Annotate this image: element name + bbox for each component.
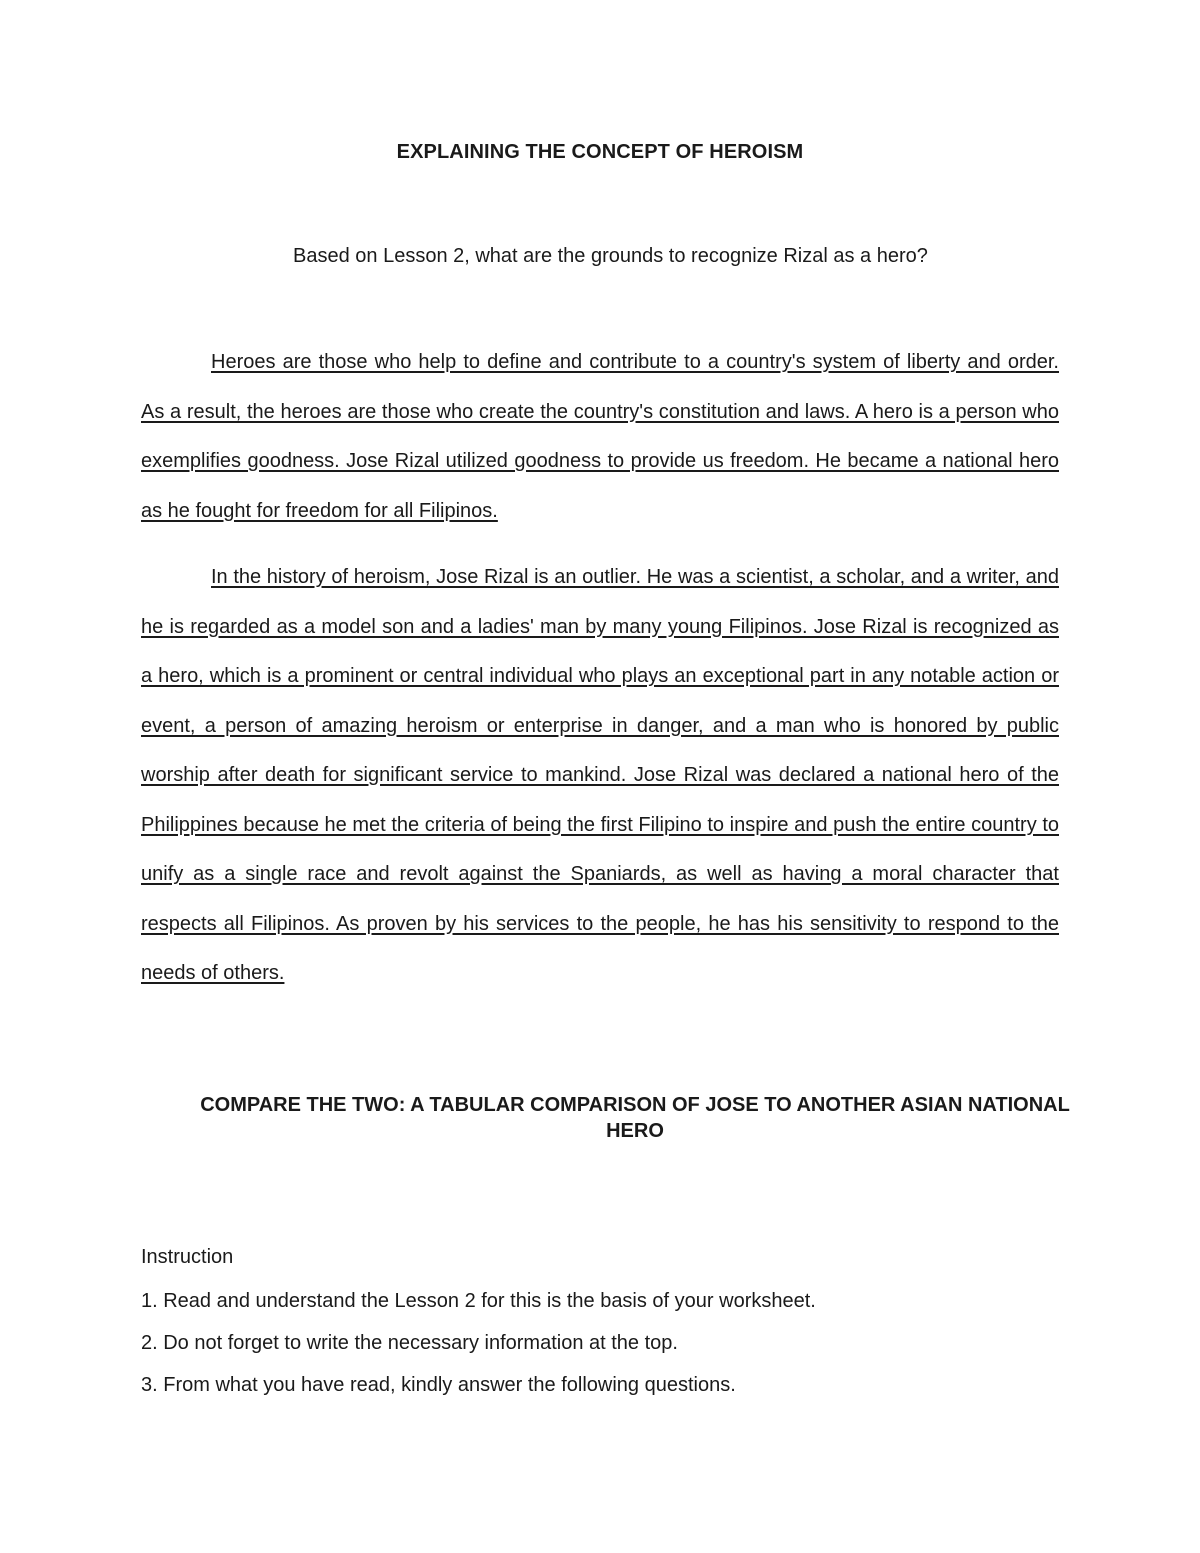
instructions-block	[141, 1245, 1091, 1415]
section-title: COMPARE THE TWO: A TABULAR COMPARISON OF JOSE TO ANOTHER ASIAN NATIONAL HERO	[200, 1094, 1070, 1142]
instructions-heading: Instruction	[141, 1246, 234, 1268]
page-title: EXPLAINING THE CONCEPT OF HEROISM	[396, 141, 804, 163]
instruction-item: 1. Read and understand the Lesson 2 for this is the basis of your worksheet.	[141, 1290, 816, 1312]
instructions-list	[141, 1289, 1091, 1397]
instruction-item: 3. From what you have read, kindly answer the following questions.	[141, 1374, 736, 1396]
answer-paragraph: In the history of heroism, Jose Rizal is an outlier. He was a scientist, a scholar, and a writer, and he is regarded as a model son and a ladies' man by many young Filipinos. Jose Rizal is recognized as a hero, which is a prominent or central individual who plays an exceptional part in any notable action or event, a person of amazing heroism or enterprise in danger, and a man who is honored by public worship after death for significant service to mankind. Jose Rizal was declared a national hero of the Philippines because he met the criteria of being the first Filipino to inspire and push the entire country to unify as a single race and revolt against the Spaniards, as well as having a moral character that respects all Filipinos. As proven by his services to the people, he has his sensitivity to respond to the needs of others.	[141, 566, 1059, 984]
lesson-question: Based on Lesson 2, what are the grounds to recognize Rizal as a hero?	[293, 245, 928, 267]
answer-paragraph: Heroes are those who help to define and contribute to a country's system of liberty and order. As a result, the heroes are those who create the country's constitution and laws. A hero is a person who exemplifies goodness. Jose Rizal utilized goodness to provide us freedom. He became a national hero as he fought for freedom for all Filipinos.	[141, 351, 1059, 522]
instruction-item: 2. Do not forget to write the necessary information at the top.	[141, 1332, 678, 1354]
